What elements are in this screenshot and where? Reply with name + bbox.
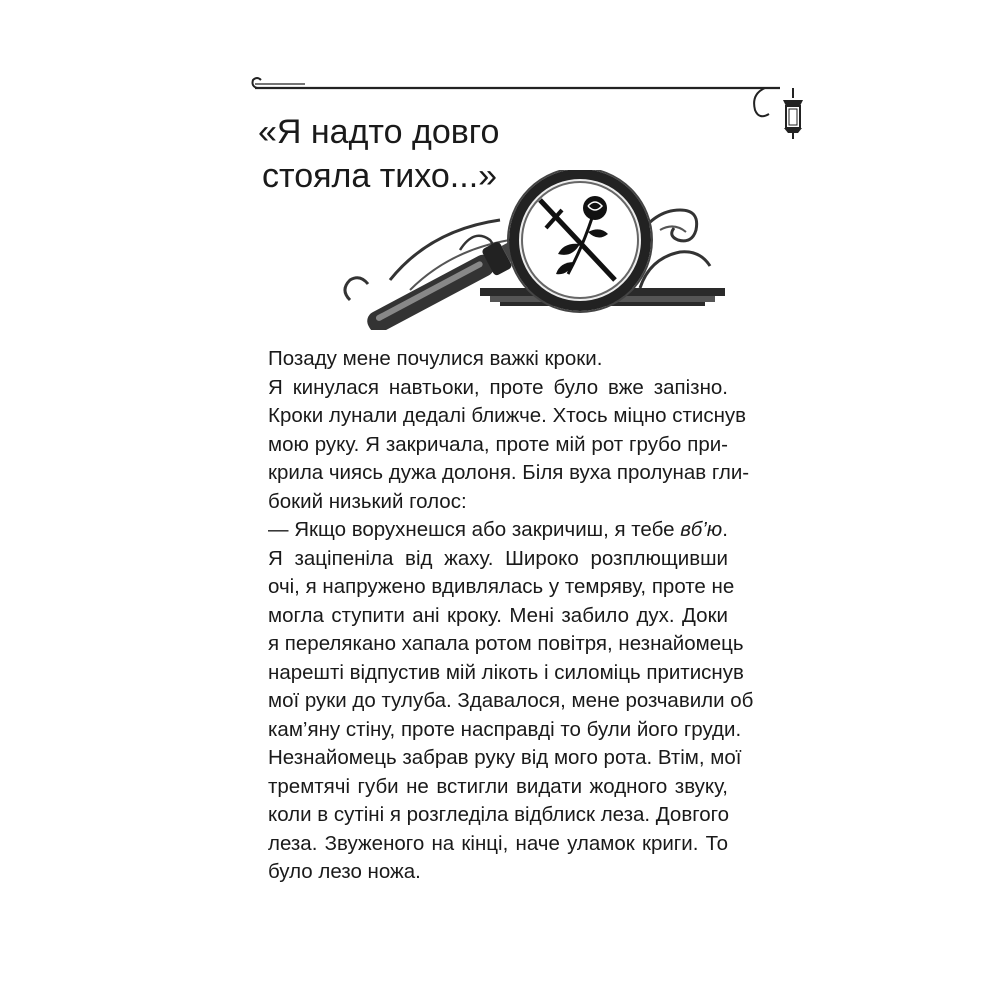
text-line: могла ступити ані кроку. Мені забило дух. Доки xyxy=(268,603,728,627)
text-line: Позаду мене почулися важкі кроки. xyxy=(268,347,603,370)
text-line: бокий низький голос: xyxy=(268,489,467,513)
paragraph-dialogue xyxy=(268,516,728,545)
magnifying-glass-rose-dagger-icon xyxy=(330,170,730,330)
chapter-title-line-2: стояла тихо...» xyxy=(262,157,498,195)
text-line: коли в сутіні я розгледіла відблиск леза. Довгого xyxy=(268,803,730,826)
text-line: мою руку. Я закричала, проте мій рот грубо при- xyxy=(268,432,728,456)
text-line: Я заціпеніла від жаху. Широко розплющивши xyxy=(268,546,728,570)
paragraph-2 xyxy=(268,374,750,517)
text-line: Кроки лунали дедалі ближче. Хтось міцно стиснув xyxy=(268,404,747,427)
text-line: крила чиясь дужа долоня. Біля вуха пролунав гли- xyxy=(268,461,750,484)
body-text xyxy=(268,345,754,887)
paragraph-1 xyxy=(268,345,728,374)
text-line: нарешті відпустив мій лікоть і силоміць притиснув xyxy=(268,660,744,684)
dialogue-end: . xyxy=(722,518,728,541)
dialogue-line xyxy=(268,516,728,545)
text-line: леза. Звуженого на кінці, наче уламок криги. То xyxy=(268,831,728,855)
text-line: я перелякано хапала ротом повітря, незнайомець xyxy=(268,632,744,655)
paragraph-4 xyxy=(268,545,754,887)
chapter-title-line-1: «Я надто довго xyxy=(258,113,500,151)
text-line: було лезо ножа. xyxy=(268,860,421,883)
text-line: Я кинулася навтьоки, проте було вже запізно. xyxy=(268,375,728,399)
text-line: мої руки до тулуба. Здавалося, мене розчавили об xyxy=(268,689,754,712)
dialogue-text: — Якщо ворухнешся або закричиш, я тебе xyxy=(268,518,681,541)
text-line: Незнайомець забрав руку від мого рота. Втім, мої xyxy=(268,746,742,769)
text-line: очі, я напружено вдивлялась у темряву, проте не xyxy=(268,575,735,598)
dialogue-emphasis: вб’ю xyxy=(680,518,723,541)
text-line: кам’яну стіну, проте насправді то були його груди. xyxy=(268,717,742,741)
text-line: тремтячі губи не встигли видати жодного звуку, xyxy=(268,774,728,798)
